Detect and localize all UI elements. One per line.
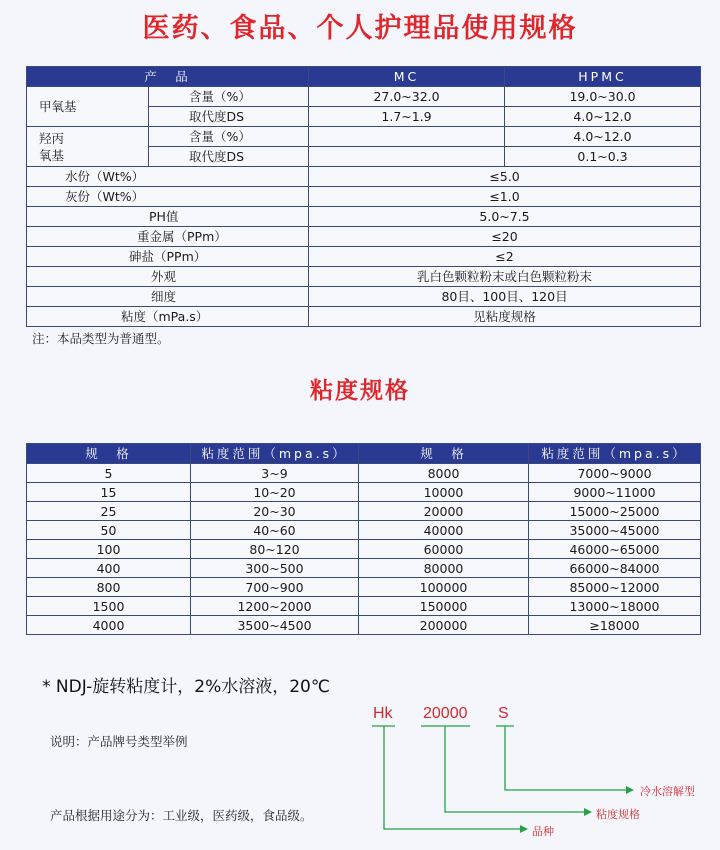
usage-note: 产品根据用途分为：工业级，医药级，食品级。	[50, 808, 313, 823]
hydroxypropoxy-ds-label: 取代度DS	[149, 147, 309, 167]
methoxy-ds-label: 取代度DS	[149, 107, 309, 127]
arrow-line-variety	[384, 726, 522, 829]
viscosity-cell-range-high: 15000~25000	[529, 502, 701, 521]
hydroxypropoxy-content-hpmc: 4.0~12.0	[505, 127, 701, 147]
viscosity-cell-range-low: 40~60	[191, 521, 359, 540]
arsenic-value: ≤2	[309, 247, 701, 267]
viscosity-cell-spec-high: 8000	[359, 464, 529, 483]
arsenic-label: 砷盐（PPm）	[27, 247, 309, 267]
viscosity-cell-spec-low: 800	[27, 578, 191, 597]
viscosity-cell-range-high: 35000~45000	[529, 521, 701, 540]
viscosity-cell-spec-high: 80000	[359, 559, 529, 578]
methoxy-content-hpmc: 19.0~30.0	[505, 87, 701, 107]
viscosity-cell-range-high: 7000~9000	[529, 464, 701, 483]
methoxy-content-label: 含量（%）	[149, 87, 309, 107]
viscosity-cell-range-low: 700~900	[191, 578, 359, 597]
viscosity-label: 粘度（mPa.s）	[27, 307, 309, 327]
label-cold-soluble: 冷水溶解型	[640, 785, 695, 798]
methoxy-ds-mc: 1.7~1.9	[309, 107, 505, 127]
code-part-viscosity: 20000	[423, 705, 468, 722]
example-description: 说明：产品牌号类型举例	[50, 734, 188, 749]
viscosity-cell-range-high: 9000~11000	[529, 483, 701, 502]
ash-value: ≤1.0	[309, 187, 701, 207]
viscosity-cell-spec-high: 200000	[359, 616, 529, 635]
viscosity-cell-range-low: 20~30	[191, 502, 359, 521]
appearance-value: 乳白色颗粒粉末或白色颗粒粉末	[309, 267, 701, 287]
viscosity-cell-spec-high: 20000	[359, 502, 529, 521]
moisture-label: 水份（Wt%）	[27, 167, 309, 187]
viscosity-cell-spec-high: 100000	[359, 578, 529, 597]
header-range-2: 粘度范围（mpa.s）	[529, 444, 701, 464]
ndj-note: * NDJ-旋转粘度计，2%水溶液，20℃	[42, 677, 330, 697]
heavy-metal-label: 重金属（PPm）	[27, 227, 309, 247]
hydroxypropoxy-ds-hpmc: 0.1~0.3	[505, 147, 701, 167]
viscosity-cell-range-high: ≥18000	[529, 616, 701, 635]
viscosity-cell-range-low: 3500~4500	[191, 616, 359, 635]
header-range-1: 粘度范围（mpa.s）	[191, 444, 359, 464]
header-mc: MC	[309, 67, 505, 87]
methoxy-label: 甲氧基	[27, 87, 149, 127]
code-part-variety: Hk	[373, 705, 393, 722]
viscosity-cell-spec-low: 4000	[27, 616, 191, 635]
header-spec-1: 规 格	[27, 444, 191, 464]
fineness-value: 80目、100目、120目	[309, 287, 701, 307]
viscosity-cell-range-low: 10~20	[191, 483, 359, 502]
viscosity-cell-spec-low: 15	[27, 483, 191, 502]
fineness-label: 细度	[27, 287, 309, 307]
viscosity-cell-range-high: 13000~18000	[529, 597, 701, 616]
viscosity-cell-range-low: 80~120	[191, 540, 359, 559]
viscosity-cell-spec-high: 60000	[359, 540, 529, 559]
viscosity-value: 见粘度规格	[309, 307, 701, 327]
viscosity-cell-spec-low: 50	[27, 521, 191, 540]
type-note: 注：本品类型为普通型。	[32, 331, 170, 346]
viscosity-cell-spec-low: 100	[27, 540, 191, 559]
arrow-head-variety	[520, 825, 528, 833]
hydroxypropoxy-content-label: 含量（%）	[149, 127, 309, 147]
appearance-label: 外观	[27, 267, 309, 287]
viscosity-cell-range-high: 46000~65000	[529, 540, 701, 559]
heavy-metal-value: ≤20	[309, 227, 701, 247]
viscosity-cell-spec-high: 150000	[359, 597, 529, 616]
label-variety: 品种	[532, 825, 554, 838]
viscosity-cell-spec-high: 40000	[359, 521, 529, 540]
viscosity-cell-range-low: 1200~2000	[191, 597, 359, 616]
ph-value: 5.0~7.5	[309, 207, 701, 227]
arrow-head-type	[626, 786, 634, 794]
viscosity-cell-range-low: 300~500	[191, 559, 359, 578]
viscosity-title: 粘度规格	[310, 378, 410, 404]
arrow-line-viscosity	[445, 726, 586, 812]
viscosity-cell-range-high: 85000~12000	[529, 578, 701, 597]
methoxy-ds-hpmc: 4.0~12.0	[505, 107, 701, 127]
viscosity-cell-spec-low: 400	[27, 559, 191, 578]
hydroxypropoxy-label: 羟丙 氧基	[27, 127, 149, 167]
ph-label: PH值	[27, 207, 309, 227]
moisture-value: ≤5.0	[309, 167, 701, 187]
main-title: 医药、食品、个人护理品使用规格	[142, 13, 578, 44]
arrow-head-viscosity	[584, 808, 592, 816]
code-part-type: S	[498, 705, 509, 722]
viscosity-cell-range-high: 66000~84000	[529, 559, 701, 578]
header-product: 产 品	[27, 67, 309, 87]
viscosity-cell-spec-low: 5	[27, 464, 191, 483]
viscosity-cell-spec-low: 25	[27, 502, 191, 521]
ash-label: 灰份（Wt%）	[27, 187, 309, 207]
arrow-line-type	[505, 726, 628, 790]
viscosity-cell-spec-low: 1500	[27, 597, 191, 616]
label-viscosity-spec: 粘度规格	[596, 808, 640, 821]
viscosity-cell-spec-high: 10000	[359, 483, 529, 502]
methoxy-content-mc: 27.0~32.0	[309, 87, 505, 107]
header-hpmc: HPMC	[505, 67, 701, 87]
header-spec-2: 规 格	[359, 444, 529, 464]
viscosity-cell-range-low: 3~9	[191, 464, 359, 483]
